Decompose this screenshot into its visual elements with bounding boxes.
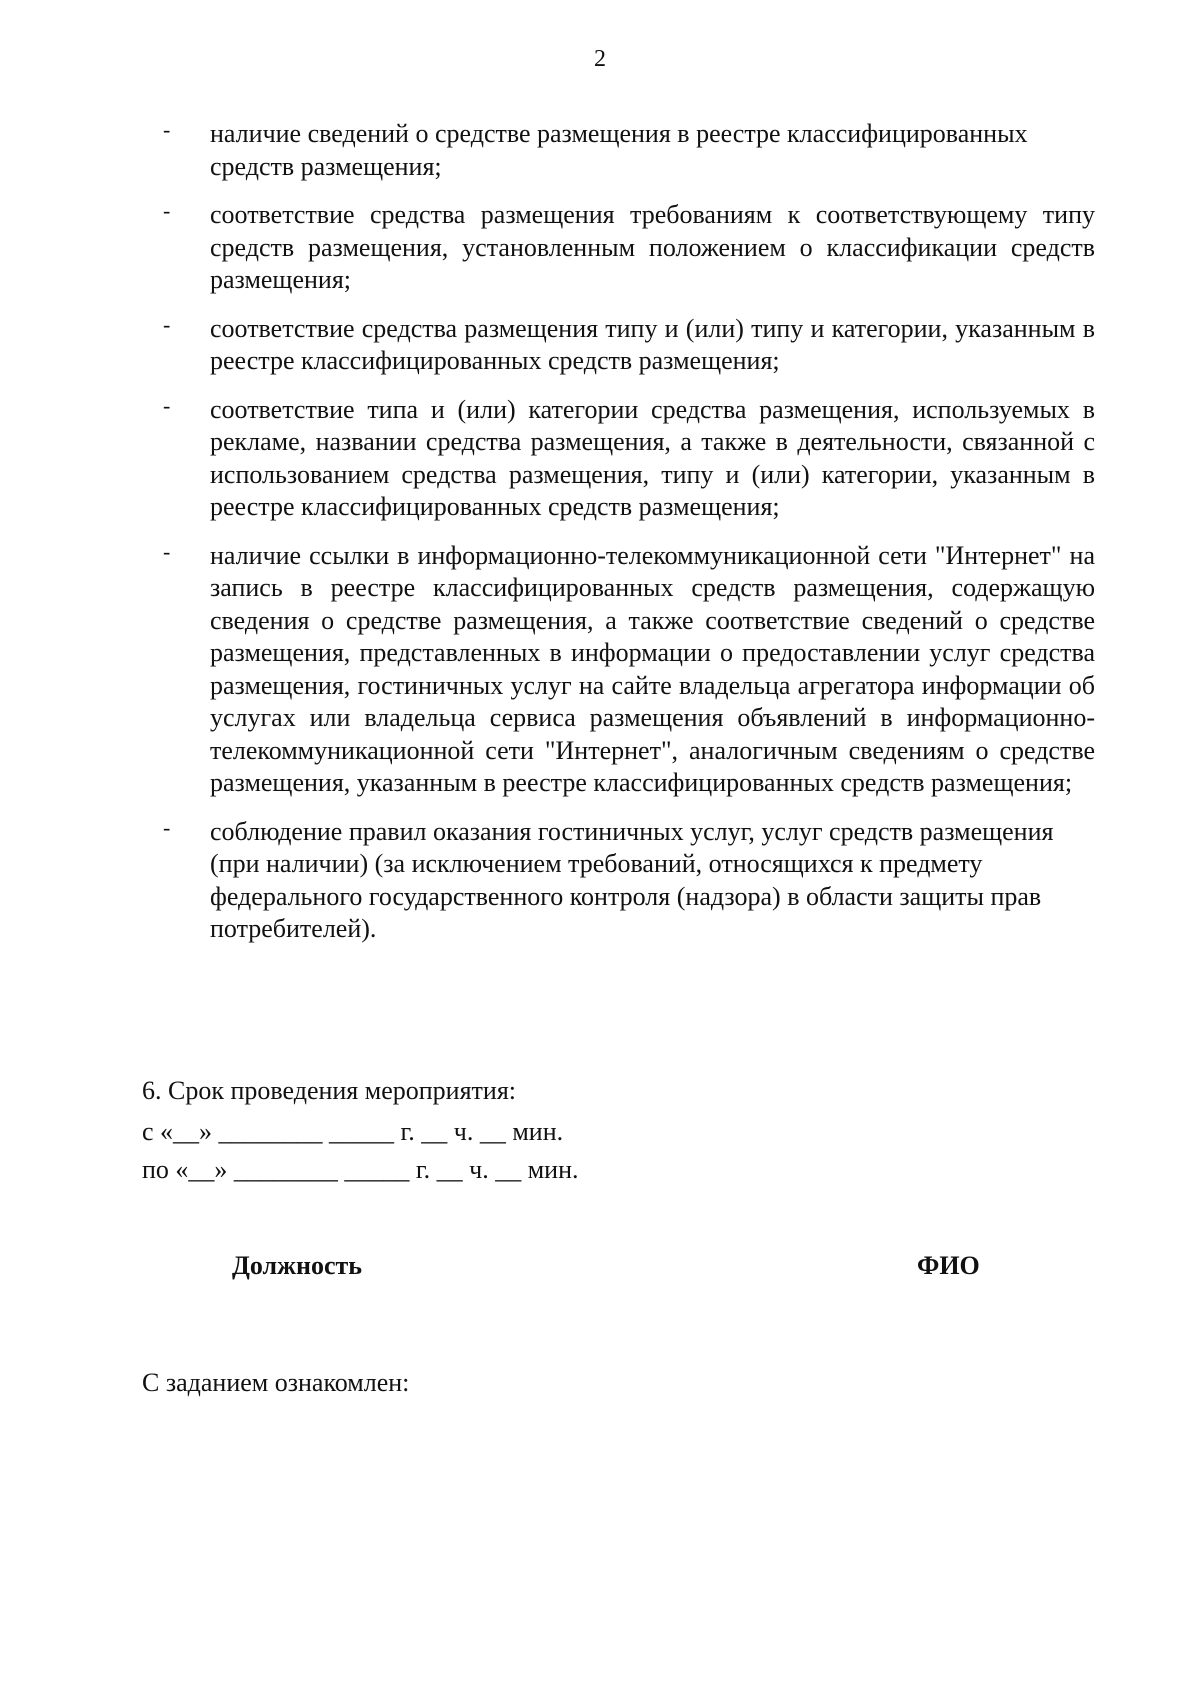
bullet-dash: - [163, 198, 171, 223]
list-item [163, 394, 1108, 524]
acknowledgement-text: С заданием ознакомлен: [142, 1368, 410, 1397]
bullet-dash: - [163, 814, 171, 840]
signature-position-label: Должность [232, 1251, 363, 1280]
bullet-dash: - [163, 538, 171, 564]
date-to-line: по «__» ________ _____ г. __ ч. __ мин. [142, 1155, 579, 1184]
requirements-list [163, 118, 1108, 962]
list-item-text: соблюдение правил оказания гостиничных услуг, услуг средств размещения (при наличии) (за исключением требований, относящихся к предмету федерального государственного контроля (надзора) в области защиты прав потребителей). [210, 816, 1054, 943]
list-item-text: соответствие средства размещения типу и (или) типу и категории, указанным в реестре классифицированных средств размещения; [210, 313, 1095, 375]
date-from-line: с «__» ________ _____ г. __ ч. __ мин. [142, 1117, 564, 1146]
bullet-dash: - [163, 117, 171, 142]
signature-name-label: ФИО [917, 1251, 980, 1280]
list-item-text: соответствие средства размещения требованиям к соответствующему типу средств размещения, установленным положением о классификации средств размещения; [210, 200, 1095, 294]
bullet-dash: - [163, 311, 171, 337]
list-item [163, 816, 1108, 946]
list-item [163, 540, 1108, 800]
bullet-dash: - [163, 392, 171, 418]
list-item-text: наличие сведений о средстве размещения в реестре классифицированных средств размещения; [210, 119, 1028, 181]
list-item-text: наличие ссылки в информационно-телекоммуникационной сети "Интернет" на запись в реестре классифицированных средств размещения, содержащую сведения о средстве размещения, а также соответствие сведений о средстве размещения, представленных в информации о предоставлении услуг средства размещения, гостиничных услуг на сайте владельца агрегатора информации об услугах или владельца сервиса размещения объявлений в информационно-телекоммуникационной сети "Интернет", аналогичным сведениям о средстве размещения, указанным в реестре классифицированных средств размещения; [210, 540, 1095, 797]
page-number: 2 [594, 46, 606, 72]
section-6-title: 6. Срок проведения мероприятия: [142, 1076, 517, 1105]
list-item [163, 313, 1108, 378]
list-item [163, 199, 1108, 297]
list-item [163, 118, 1108, 183]
list-item-text: соответствие типа и (или) категории средства размещения, используемых в рекламе, названии средства размещения, а также в деятельности, связанной с использованием средства размещения, типу и (или) категории, указанным в реестре классифицированных средств размещения; [210, 394, 1095, 521]
